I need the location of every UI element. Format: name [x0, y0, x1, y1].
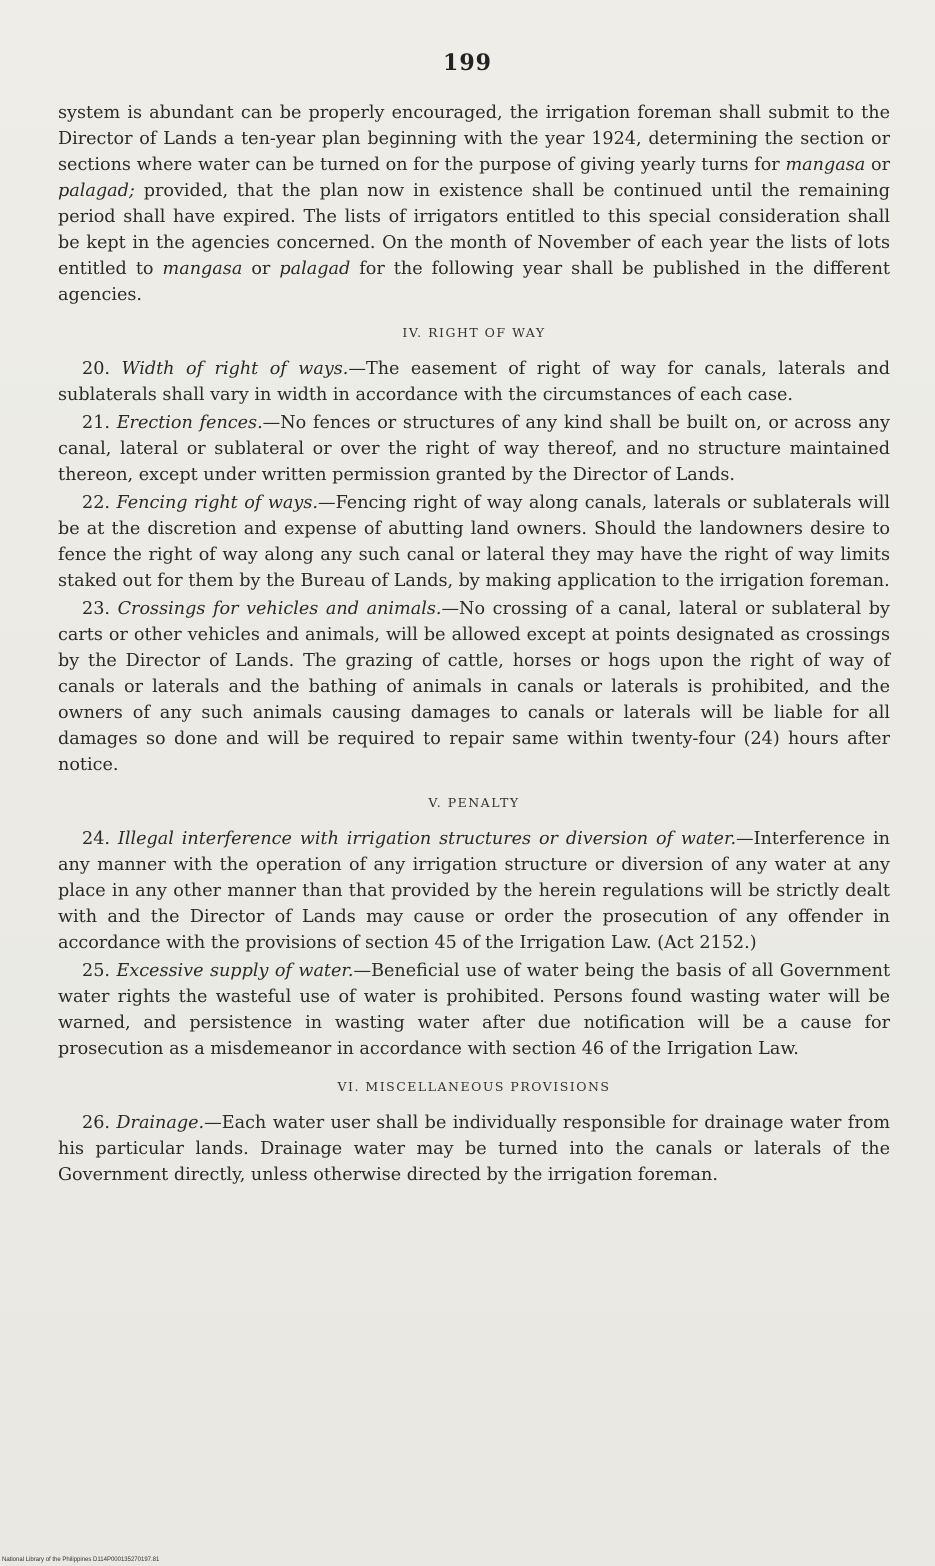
provision-text: —Fencing right of way along canals, laterals or sublaterals will be at the discretion and expense of abutting land owners. Should the landowners desire to fence the right of way along any such canal or lateral they may have the right of way limits staked out for them by the Bureau of Lands, by making application to the irrigation foreman. [58, 493, 890, 591]
provision-number: 23. [82, 599, 110, 619]
provision-title: Width of right of ways. [121, 359, 349, 379]
provision-23 [58, 596, 890, 778]
archive-footer: National Library of the Philippines D114P000135270197.81 [2, 1557, 160, 1563]
provision-20 [58, 356, 890, 408]
provision-title: Illegal interference with irrigation structures or diversion of water. [117, 829, 737, 849]
provision-25 [58, 958, 890, 1062]
provision-text: —Each water user shall be individually responsible for drainage water from his particular lands. Drainage water may be turned into the canals or laterals of the Government directly, unless otherwise directed by the irrigation foreman. [58, 1113, 891, 1185]
provision-number: 22. [82, 493, 110, 513]
provision-number: 20. [82, 359, 110, 379]
section-heading-penalty: V. PENALTY [428, 795, 520, 810]
provision-text: —No fences or structures of any kind shall be built on, or across any canal, lateral or sublateral or over the right of way thereof, and no structure maintained thereon, except under written permission granted by the Director of Lands. [58, 413, 890, 485]
opening-text-3: provided, that the plan now in existence shall be continued until the remaining period shall have expired. The lists of irrigators entitled to this special consideration shall be kept in the agencies concerned. On the month of November of each year the lists of lots entitled to [58, 181, 890, 279]
provision-21 [58, 410, 890, 488]
provision-26 [58, 1110, 890, 1188]
term-mangasa-2: mangasa [162, 259, 243, 279]
provision-number: 21. [82, 413, 110, 433]
provision-title: Drainage. [116, 1113, 205, 1133]
provision-text: —Beneficial use of water being the basis of all Government water rights the wasteful use of water is prohibited. Persons found wasting water will be warned, and persistence in wasting water after due notification will be a cause for prosecution as a misdemeanor in accordance with section 46 of the Irrigation Law. [58, 961, 891, 1059]
provision-number: 25. [82, 961, 110, 981]
provision-title: Excessive supply of water. [116, 961, 354, 981]
opening-text-4: or [242, 259, 280, 279]
provision-title: Crossings for vehicles and animals. [117, 599, 442, 619]
provision-22 [58, 490, 890, 594]
provision-title: Erection fences. [116, 413, 263, 433]
term-palagad: palagad; [58, 181, 135, 201]
section-heading-right-of-way: IV. RIGHT OF WAY [402, 325, 546, 340]
provision-24 [58, 826, 890, 956]
opening-paragraph [58, 100, 890, 308]
document-body [58, 100, 890, 1190]
term-mangasa: mangasa [785, 155, 866, 175]
opening-text-2: or [865, 155, 890, 175]
provision-text: —No crossing of a canal, lateral or sublateral by carts or other vehicles and animals, will be allowed except at points designated as crossings by the Director of Lands. The grazing of cattle, horses or hogs upon the right of way of canals or laterals and the bathing of animals in canals or laterals is prohibited, and the owners of any such animals causing damages to canals or laterals will be liable for all damages so done and will be required to repair same within twenty-four (24) hours after notice. [58, 599, 890, 775]
opening-text-1: system is abundant can be properly encouraged, the irrigation foreman shall submit to the Director of Lands a ten-year plan beginning with the year 1924, determining the section or sections where water can be turned on for the purpose of giving yearly turns for [58, 103, 890, 175]
term-palagad-2: palagad [279, 259, 351, 279]
page-number: 199 [443, 50, 492, 76]
provision-title: Fencing right of ways. [116, 493, 318, 513]
provision-text: —Interference in any manner with the operation of any irrigation structure or diversion of any water at any place in any other manner than that provided by the herein regulations will be strictly dealt with and the Director of Lands may cause or order the prosecution of any offender in accordance with the provisions of section 45 of the Irrigation Law. (Act 2152.) [58, 829, 890, 953]
provision-text: —The easement of right of way for canals, laterals and sublaterals shall vary in width in accordance with the circumstances of each case. [58, 359, 890, 405]
section-heading-miscellaneous: VI. MISCELLANEOUS PROVISIONS [337, 1079, 611, 1094]
opening-text-5: for the following year shall be published in the different agencies. [58, 259, 890, 305]
provision-number: 26. [82, 1113, 110, 1133]
provision-number: 24. [82, 829, 110, 849]
